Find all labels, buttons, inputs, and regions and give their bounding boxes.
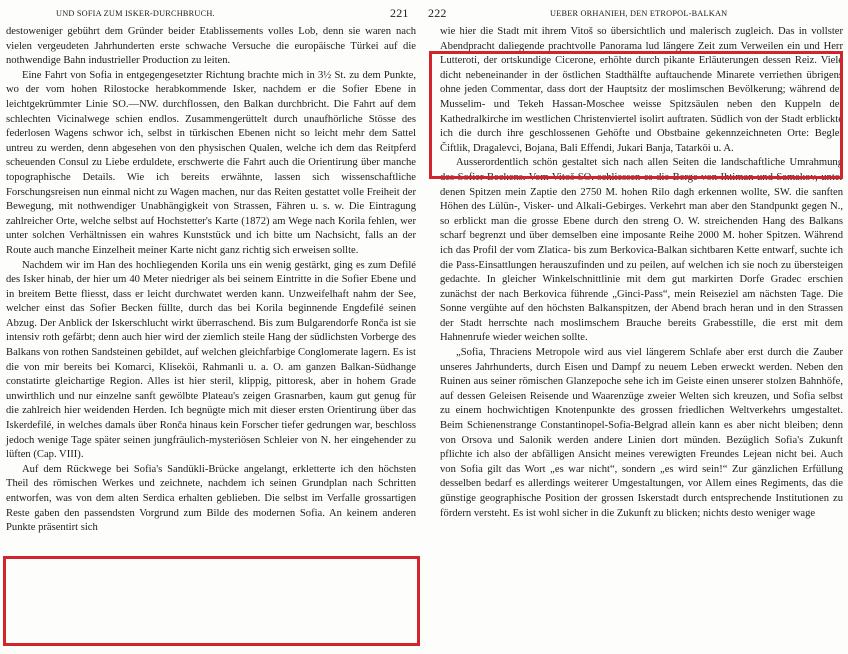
page-number: 222 — [428, 6, 447, 20]
paragraph-highlighted: wie hier die Stadt mit ihrem Vitoš so übersichtlich und malerisch zugleich. Das in vollster Abendpracht daliegende prachtvolle Panorama lud längere Zeit zum Verweilen ein und Herr Lutteroti, der ortskundige Cicerone, erhöhte durch pikante Erläuterungen dessen Reiz. Viele dicht nebeneinander in der östlichen Stadthälfte auftauchende Minarete verriethen übrigens ohne jeden Commentar, dass dort der Hauptsitz der moslimschen Bevölkerung; während der Musselim- und Tekeh Hassan-Moschee weisse Spitzsäulen neben den Kuppeln der Kathedralkirche im westlichen Christenviertel isolirt auftraten. Südlich von der Stadt erblickte ich die durch ihre geschlossenen Gehöfte und Obstbaine gekennzeichneten Orte: Begler Čiftlik, Dragalevci, Bojana, Bali Effendi, Jukari Banja, Tatarköi u. A. — [440, 26, 843, 154]
left-running-head — [0, 6, 424, 22]
running-head-title: UND SOFIA ZUM ISKER-DURCHBRUCH. — [56, 9, 215, 18]
running-head-title: UEBER ORHANIEH, DEN ETROPOL-BALKAN — [550, 9, 728, 18]
paragraph: destoweniger gebührt dem Gründer beider Etablissements volles Lob, denn sie waren nach vielen vergeudeten Jahrhunderten erste schwache Versuche die europäische Türkei auf die nothwendige Bahn industrieller Production zu leiten. — [6, 26, 416, 67]
right-page-body — [440, 25, 843, 521]
right-running-head — [424, 6, 848, 22]
highlight-box-left — [3, 556, 420, 646]
paragraph: Nachdem wir im Han des hochliegenden Korila uns ein wenig gestärkt, ging es zum Defilé des Isker hinab, der hier um 40 Meter niedriger als bei seinem Eintritte in die Sofier Ebene und in breitem Bette fliesst, dass er leicht durchwatet werden kann. Unzweifelhaft nahm der See, welcher einst das Sofier Becken füllte, durch das bei Korila beginnende Engdefilé seinen Abzug. Der Anblick der Iskerschlucht wirkt überraschend. Bis zum Bulgarendorfe Ronča ist sie intensiv roth gefärbt; denn auch hier wird der ziemlich steile Hang der südlichsten Vorberge des Balkans von rothen Sandsteinen gebildet, auf welchen gleichfarbige Conglomerate lagern. Es ist die von mir bereits bei Komarci, Kliseköi, Rahmanli u. a. O. am ganzen Balkan-Südhange constatirte gleichartige Region. Alles ist hier steril, klippig, pittoresk, aber in hohem Grade unwirthlich und nur einzelne sanft gewölbte Plateau's zeigen Grasnarben, kaum gut genug für die zahlreich hier weidenden Herden. Ich begnügte mich mit dieser ersten Orientirung über das Iskerdefilé, in welches damals über Ronča hinaus kein Forscher tiefer gedrungen war, beschloss jedoch wenige Tage später seinen jungfräulich-mysteriösen Schleier von N. her eingehender zu lüften (Cap. VIII). — [6, 259, 416, 461]
left-page-body — [6, 25, 416, 536]
paragraph: „Sofia, Thraciens Metropole wird aus viel längerem Schlafe aber erst durch die Zauber unseres Jahrhunderts, durch Eisen und Dampf zu neuem Leben erweckt werden. Neben den Ruinen aus seiner römischen Glanzepoche sehe ich im Geiste einen unserer stolzen Bahnhöfe, auf dessen Geleisen Reisende und Waarenzüge zweier Welten sich kreuzen, und Sofia selbst zu einem hochwichtigen Knotenpunkte des grossen friedlichen Weltverkehrs umgestaltet. Beim Schienenstrange Constantinopel-Sofia-Belgrad allein kann es aber nicht bleiben; denn von Orsova und Salonik werden andere Linien dort münden. Bezüglich Sofia's Zukunft pflichte ich also der abfälligen Ansicht meines verewigten Freundes Lejean nicht bei. Auch von Sofia gilt das Wort „es war nicht“, sondern „es wird sein!“ Zur gänzlichen Erfüllung desselben bedarf es allerdings weiterer Umgestaltungen, vor Allem eines Regiments, das die günstige geographische Position der grossen Iskerstadt durch entsprechende Institutionen zu fördern versteht. Es ist wohl sicher in die Zukunft zu blicken; nichts desto weniger wage — [440, 347, 843, 519]
paragraph: Eine Fahrt von Sofia in entgegengesetzter Richtung brachte mich in 3½ St. zu dem Punkte, wo der vom hohen Rilostocke herabkommende Isker, nachdem er die Sofier Ebene in leichtgekrümmter Linie SO.—NW. durchflossen, den Balkan durchbricht. Die Fahrt auf dem schlechten Vicinalwege schien endlos. Zusammengerüttelt durch unaufhörliche Stösse des federlosen Wagens schwor ich, selbst in türkischen Ebenen nicht so leicht mehr dem Sattel untreu zu werden, denn abgesehen von den physischen Qualen, welche ich dem das Reitpferd scheuenden Consul zu Liebe erduldete, erschwerte die Fahrt auch die Orientirung über manche topographische Details. Wie ich bereits erwähnte, lassen sich wissenschaftliche Forschungsreisen nun einmal nicht zu Wagen machen, nur das Reiten gestattet volle Freiheit der Bewegung, mit nothwendiger Unabhängigkeit von Strassen, Fähren u. s. w. Die Eintragung zahlreicher Orte, welche selbst auf Hochstetter's Karte (1872) am Wege nach Korila fehlen, wer unter solchen Verhältnissen ein wahres Kunststück und ich bitte um Nachsicht, falls an der Route auch manche Einzelheit meiner Karte nicht ganz richtig sich erweisen sollte. — [6, 69, 416, 256]
page-number: 221 — [390, 6, 409, 20]
paragraph-highlighted: Auf dem Rückwege bei Sofia's Sandükli-Brücke angelangt, erkletterte ich den höchsten Theil des römischen Werkes und zeichnete, nachdem ich seinen Grundplan nach Schritten entworfen, was von dem alten Serdica erhalten geblieben. Die selbst im Verfalle grossartigen Reste gaben den passendsten Vorgrund zum Bilde des modernen Sofia. An keinem anderen Punkte präsentirt sich — [6, 463, 416, 534]
right-page — [424, 0, 848, 654]
paragraph: Ausserordentlich schön gestaltet sich nach allen Seiten die landschaftliche Umrahmung des Sofier Beckens. Vom Vitoš SO. schliessen es die Berge von Ihtiman und Samakov, unter denen Spitzen mein Zaptie den 2750 M. hohen Rilo dagh erkennen wollte, SW. die sanften Höhen des Lülün-, Visker- und Alkali-Gebirges. Verkehrt man aber den Standpunkt gegen N., so erblickt man die grosse Ebene durch den streng O. W. streichenden Hang des Balkans scharf begrenzt und über demselben eine imposante Reihe 2000 M. hoher Spitzen. Während ich das Profil der vom Zlatica- bis zum Berkovica-Balkan sichtbaren Kette entwarf, suchte ich die Pass-Einsattlungen herauszufinden und zu peilen, auf welchen ich sie noch zu übersteigen gedachte. In gleicher Winkelschnittlinie mit dem gut markirten Dorfe Gradec erschien zunächst der nach Berkovica führende „Ginci-Pass“, mein Reiseziel am nächsten Tage. Die Sonne vergühte auf den höchsten Balkanspitzen, der Abend brach heran und in den Strassen der Stadt herrschte nach moslimschem Brauche bereits Grabesstille, die erst mit dem Hahnenrufe wieder weichen sollte. — [440, 157, 843, 344]
